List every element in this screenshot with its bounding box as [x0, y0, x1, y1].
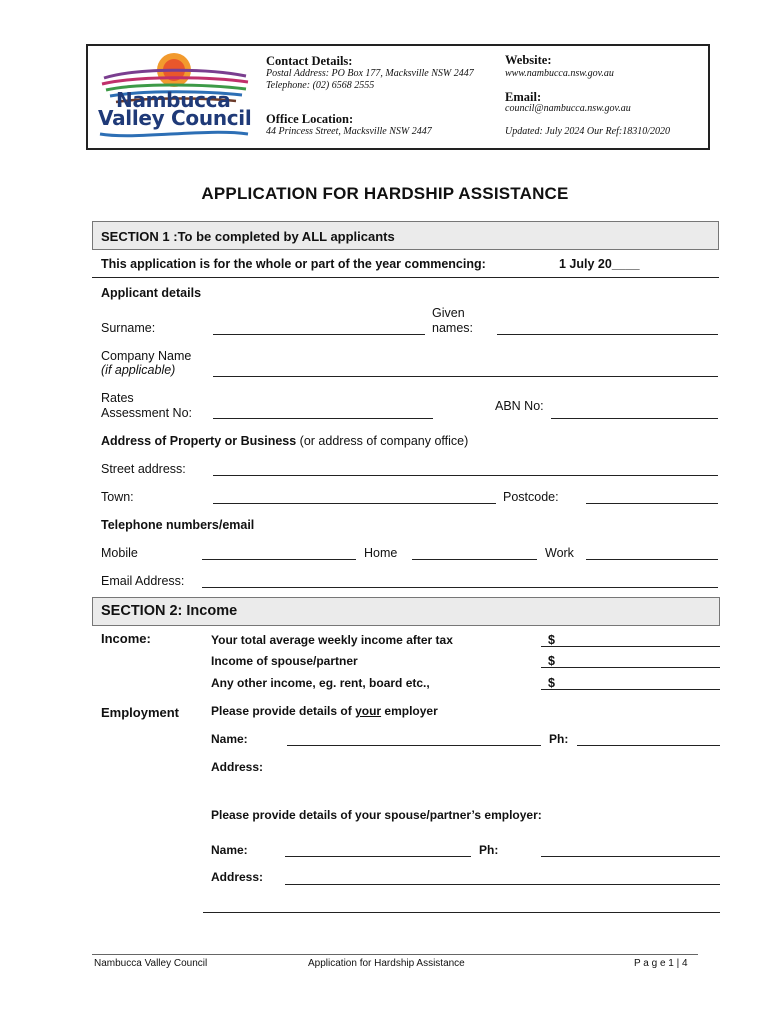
abn-label: ABN No: — [495, 399, 544, 413]
office-label: Office Location: — [266, 112, 354, 126]
income-label: Income: — [101, 631, 151, 646]
employer-name-field[interactable] — [287, 745, 541, 746]
email-address-label: Email Address: — [101, 574, 185, 588]
spouse-employer-name-label: Name: — [211, 843, 248, 857]
work-label: Work — [545, 546, 574, 560]
employer-prompt — [211, 704, 438, 719]
employer-ph-label: Ph: — [549, 732, 569, 746]
office-address: 44 Princess Street, Macksville NSW 2447 — [266, 126, 432, 137]
given-names-label-2: names: — [432, 321, 473, 335]
company-name-label: Company Name — [101, 349, 192, 363]
street-label: Street address: — [101, 462, 186, 476]
telephone-heading: Telephone numbers/email — [101, 518, 255, 532]
work-field[interactable] — [586, 559, 718, 560]
postcode-label: Postcode: — [503, 490, 559, 504]
spouse-employer-ph-label: Ph: — [479, 843, 499, 857]
address-heading-bold: Address of Property or Business — [101, 434, 297, 448]
rates-label-2: Assessment No: — [101, 406, 193, 420]
logo-name-line1: Nambucca — [116, 88, 231, 112]
if-applicable-label: (if applicable) — [101, 363, 176, 377]
dollar-sign: $ — [548, 676, 555, 690]
income-row-own: Your total average weekly income after tax — [211, 633, 453, 647]
surname-field[interactable] — [213, 334, 425, 335]
given-names-label-1: Given — [432, 306, 465, 320]
mobile-field[interactable] — [202, 559, 356, 560]
address-heading-note: (or address of company office) — [296, 434, 469, 448]
town-field[interactable] — [213, 503, 496, 504]
employer-prompt-pre: Please provide details of — [211, 704, 356, 718]
section1-heading: SECTION 1 :To be completed by ALL applicants — [101, 229, 395, 244]
spouse-employer-prompt: Please provide details of your spouse/partner’s employer: — [211, 808, 542, 822]
email-label: Email: — [505, 90, 542, 104]
rates-label-1: Rates — [101, 391, 134, 405]
logo-name-line2: Valley Council — [98, 106, 252, 130]
employer-ph-field[interactable] — [577, 745, 720, 746]
updated-ref: Updated: July 2024 Our Ref:18310/2020 — [505, 126, 670, 137]
spouse-employer-name-field[interactable] — [285, 856, 471, 857]
footer-page-number: P a g e 1 | 4 — [634, 958, 688, 969]
income-row-other: Any other income, eg. rent, board etc., — [211, 676, 430, 690]
rates-field[interactable] — [213, 418, 433, 419]
telephone: Telephone: (02) 6568 2555 — [266, 80, 375, 91]
home-label: Home — [364, 546, 398, 560]
employer-name-label: Name: — [211, 732, 248, 746]
postcode-field[interactable] — [586, 503, 718, 504]
spouse-employer-address-field-2[interactable] — [203, 912, 720, 913]
website-link[interactable]: www.nambucca.nsw.gov.au — [505, 68, 614, 79]
email-link[interactable]: council@nambucca.nsw.gov.au — [505, 103, 631, 114]
spouse-employer-address-label: Address: — [211, 870, 264, 884]
abn-field[interactable] — [551, 418, 718, 419]
email-address-field[interactable] — [202, 587, 718, 588]
street-field[interactable] — [213, 475, 718, 476]
address-heading — [101, 434, 468, 449]
footer-left: Nambucca Valley Council — [94, 958, 208, 969]
income-own-field[interactable] — [541, 646, 720, 647]
year-value[interactable]: 1 July 20____ — [559, 257, 640, 271]
employer-address-label: Address: — [211, 760, 264, 774]
postal-address: Postal Address: PO Box 177, Macksville NSW 2447 — [266, 68, 474, 79]
council-logo — [96, 48, 254, 144]
employment-label: Employment — [101, 705, 180, 720]
page-title: APPLICATION FOR HARDSHIP ASSISTANCE — [201, 184, 569, 203]
footer-center: Application for Hardship Assistance — [308, 958, 465, 969]
dollar-sign: $ — [548, 633, 555, 647]
website-label: Website: — [505, 53, 552, 67]
applicant-details-heading: Applicant details — [101, 286, 202, 300]
spouse-employer-address-field[interactable] — [285, 884, 720, 885]
footer-divider — [92, 954, 698, 955]
income-spouse-field[interactable] — [541, 667, 720, 668]
dollar-sign: $ — [548, 654, 555, 668]
employer-prompt-your: your — [355, 704, 382, 718]
company-name-field[interactable] — [213, 376, 718, 377]
contact-label: Contact Details: — [266, 54, 353, 68]
employer-prompt-post: employer — [381, 704, 438, 718]
home-field[interactable] — [412, 559, 537, 560]
year-divider — [92, 277, 719, 278]
wave-underline-icon — [96, 128, 254, 144]
town-label: Town: — [101, 490, 134, 504]
surname-label: Surname: — [101, 321, 156, 335]
income-row-spouse: Income of spouse/partner — [211, 654, 358, 668]
year-text: This application is for the whole or part of the year commencing: — [101, 257, 486, 271]
section2-heading: SECTION 2: Income — [101, 603, 238, 619]
given-names-field[interactable] — [497, 334, 718, 335]
spouse-employer-ph-field[interactable] — [541, 856, 720, 857]
mobile-label: Mobile — [101, 546, 138, 560]
income-other-field[interactable] — [541, 689, 720, 690]
